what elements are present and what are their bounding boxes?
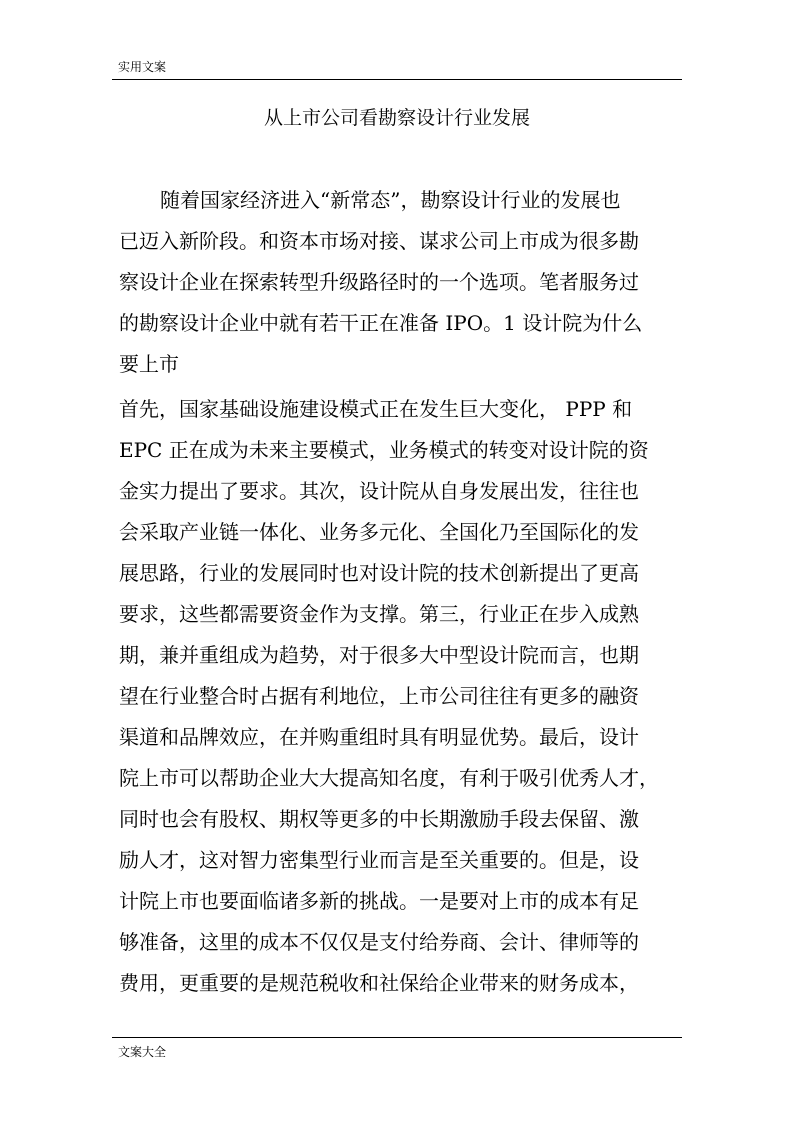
body-line: 够准备，这里的成本不仅仅是支付给券商、会计、律师等的 — [119, 930, 639, 954]
body-line: 察设计企业在探索转型升级路径时的一个选项。笔者服务过 — [119, 270, 639, 294]
body-line: 要求，这些都需要资金作为支撑。第三，行业正在步入成熟 — [119, 602, 639, 626]
body-line: EPC 正在成为未来主要模式，业务模式的转变对设计院的资 — [119, 438, 649, 462]
body-line: 励人才，这对智力密集型行业而言是至关重要的。但是，设 — [119, 848, 639, 872]
page-footer: 文案大全 — [118, 1045, 167, 1059]
body-line: 会采取产业链一体化、业务多元化、全国化乃至国际化的发 — [119, 520, 639, 544]
body-line: 首先，国家基础设施建设模式正在发生巨大变化， PPP 和 — [119, 397, 633, 421]
body-line: 期，兼并重组成为趋势，对于很多大中型设计院而言，也期 — [119, 643, 639, 667]
body-line: 同时也会有股权、期权等更多的中长期激励手段去保留、激 — [119, 807, 639, 831]
body-line: 要上市 — [119, 352, 179, 376]
body-line: 随着国家经济进入“新常态”，勘察设计行业的发展也 — [160, 188, 621, 212]
body-line: 计院上市也要面临诸多新的挑战。一是要对上市的成本有足 — [119, 889, 639, 913]
body-line: 的勘察设计企业中就有若干正在准备 IPO。1 设计院为什么 — [119, 311, 643, 335]
body-line: 已迈入新阶段。和资本市场对接、谋求公司上市成为很多勘 — [119, 229, 639, 253]
page-header: 实用文案 — [118, 60, 167, 74]
header-divider — [112, 79, 682, 80]
body-line: 展思路，行业的发展同时也对设计院的技术创新提出了更高 — [119, 561, 639, 585]
footer-divider — [112, 1037, 682, 1038]
body-line: 院上市可以帮助企业大大提高知名度，有利于吸引优秀人才， — [119, 766, 659, 790]
document-title: 从上市公司看勘察设计行业发展 — [263, 107, 530, 129]
body-line: 费用，更重要的是规范税收和社保给企业带来的财务成本， — [119, 971, 639, 995]
body-line: 金实力提出了要求。其次，设计院从自身发展出发，往往也 — [119, 479, 639, 503]
body-line: 渠道和品牌效应，在并购重组时具有明显优势。最后，设计 — [119, 725, 639, 749]
body-line: 望在行业整合时占据有利地位，上市公司往往有更多的融资 — [119, 684, 639, 708]
